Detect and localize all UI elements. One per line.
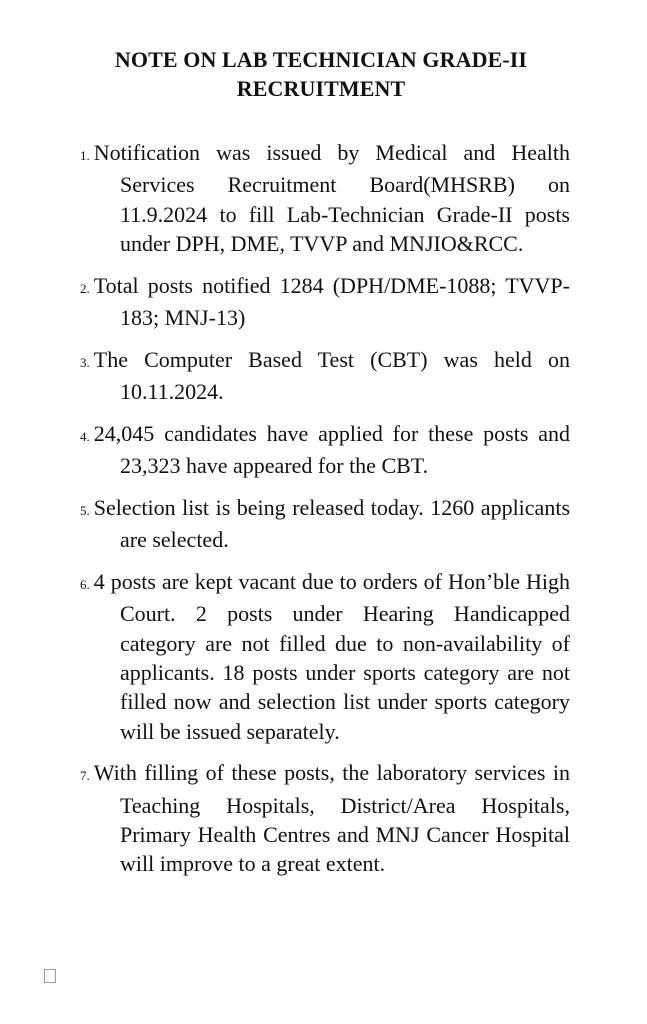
list-item-number: 1.: [80, 148, 90, 163]
list-item-text: Selection list is being released today. 1260 applicants are selected.: [93, 494, 570, 553]
list-item-number: 6.: [80, 577, 90, 593]
list-item: [80, 271, 570, 333]
list-item-number: 7.: [80, 768, 90, 784]
list-item-text: Total posts notified 1284 (DPH/DME-1088; TVVP-183; MNJ-13): [93, 272, 570, 330]
list-item-text: 4 posts are kept vacant due to orders of Hon’ble High Court. 2 posts under Hearing Handicapped category are not filled due to non-availability of applicants. 18 posts under sports category are not filled now and selection list under sports category will be issued separately.: [93, 569, 570, 744]
list-item: [80, 493, 570, 555]
numbered-list: [80, 138, 570, 891]
list-item-text: Notification was issued by Medical and Health Services Recruitment Board(MHSRB) on 11.9.2024 to fill Lab-Technician Grade-II posts under DPH, DME, TVVP and MNJIO&RCC.: [93, 140, 570, 256]
list-item-text: 24,045 candidates have applied for these posts and 23,323 have appeared for the CBT.: [93, 420, 570, 479]
list-item: [80, 758, 570, 878]
list-item-number: 2.: [80, 280, 90, 296]
list-item-number: 4.: [80, 428, 90, 444]
list-item: [80, 567, 570, 746]
list-item-number: 5.: [80, 502, 90, 518]
title-line-2: RECRUITMENT: [236, 76, 406, 101]
list-item: [80, 419, 570, 481]
page-marker-box: [44, 969, 56, 983]
list-item: [80, 138, 570, 258]
list-item: [80, 345, 570, 407]
list-item-text: The Computer Based Test (CBT) was held on 10.11.2024.: [93, 346, 570, 405]
list-item-text: With filling of these posts, the laboratory services in Teaching Hospitals, District/Area Hospitals, Primary Health Centres and MNJ Cancer Hospital will improve to a great extent.: [93, 760, 570, 877]
page-title: [0, 45, 642, 103]
list-item-number: 3.: [80, 354, 90, 370]
title-line-1: NOTE ON LAB TECHNICIAN GRADE-II: [114, 47, 528, 72]
